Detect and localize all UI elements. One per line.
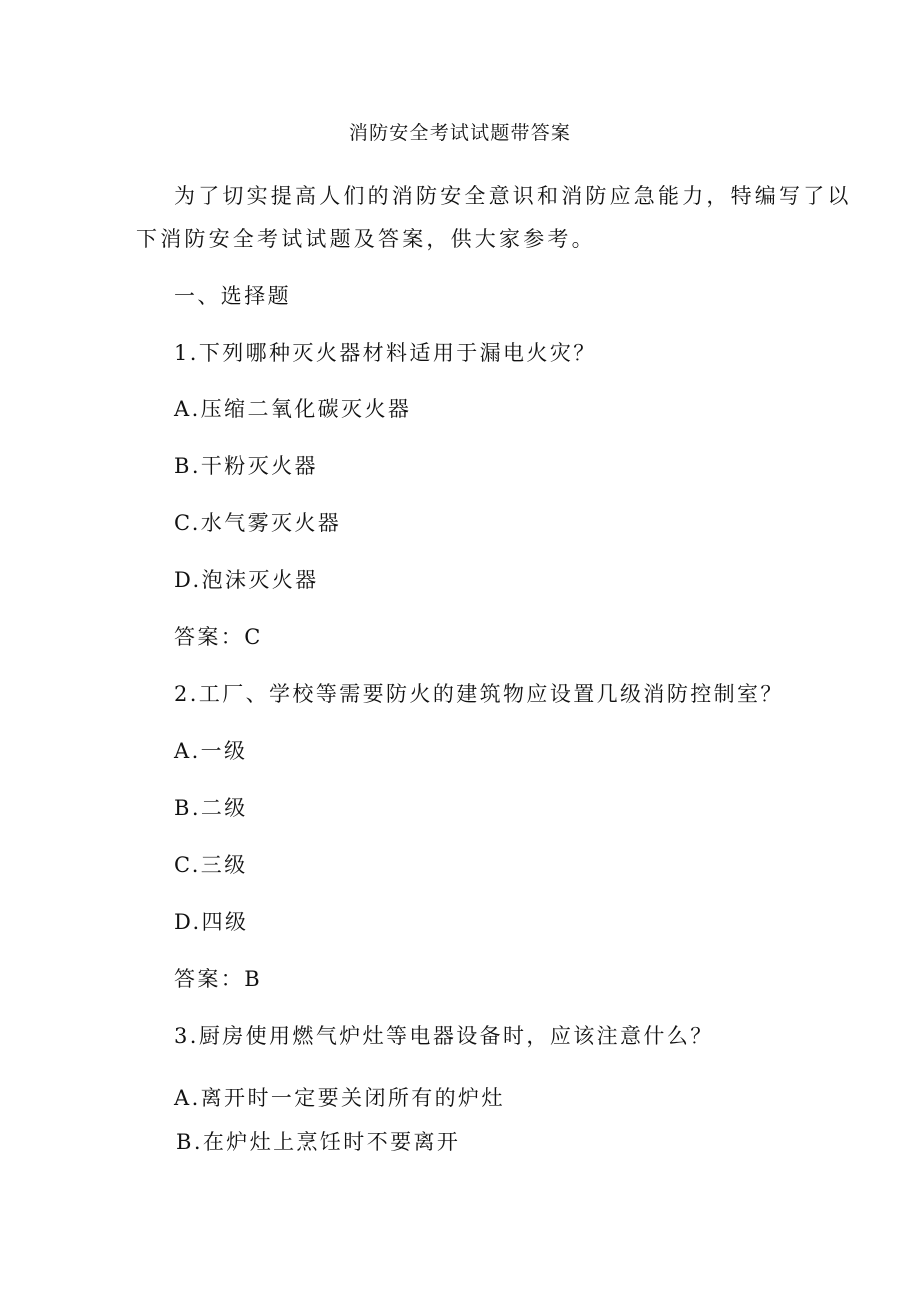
question-1: 1.下列哪种灭火器材料适用于漏电火灾？	[174, 341, 597, 365]
intro-paragraph-line-2: 下消防安全考试试题及答案，供大家参考。	[136, 227, 596, 251]
question-1-option-b: B.干粉灭火器	[174, 454, 318, 478]
question-3-option-a: A.离开时一定要关闭所有的炉灶	[174, 1086, 505, 1110]
question-1-option-d: D.泡沫灭火器	[174, 568, 319, 592]
question-2-option-d: D.四级	[174, 910, 249, 934]
question-1-answer: 答案：C	[174, 625, 263, 649]
question-2-answer: 答案：B	[174, 967, 263, 991]
document-title: 消防安全考试试题带答案	[348, 122, 572, 144]
question-2-option-b: B.二级	[174, 796, 248, 820]
question-1-option-c: C.水气雾灭火器	[174, 511, 342, 535]
question-2-option-c: C.三级	[174, 853, 248, 877]
intro-paragraph-line-1: 为了切实提高人们的消防安全意识和消防应急能力，特编写了以	[174, 184, 852, 208]
question-3-option-b: B.在炉灶上烹饪时不要离开	[176, 1130, 461, 1154]
section-heading: 一、选择题	[174, 284, 291, 308]
question-3: 3.厨房使用燃气炉灶等电器设备时，应该注意什么？	[174, 1024, 714, 1048]
question-2-option-a: A.一级	[174, 739, 248, 763]
question-2: 2.工厂、学校等需要防火的建筑物应设置几级消防控制室？	[174, 682, 784, 706]
question-1-option-a: A.压缩二氧化碳灭火器	[174, 397, 412, 421]
